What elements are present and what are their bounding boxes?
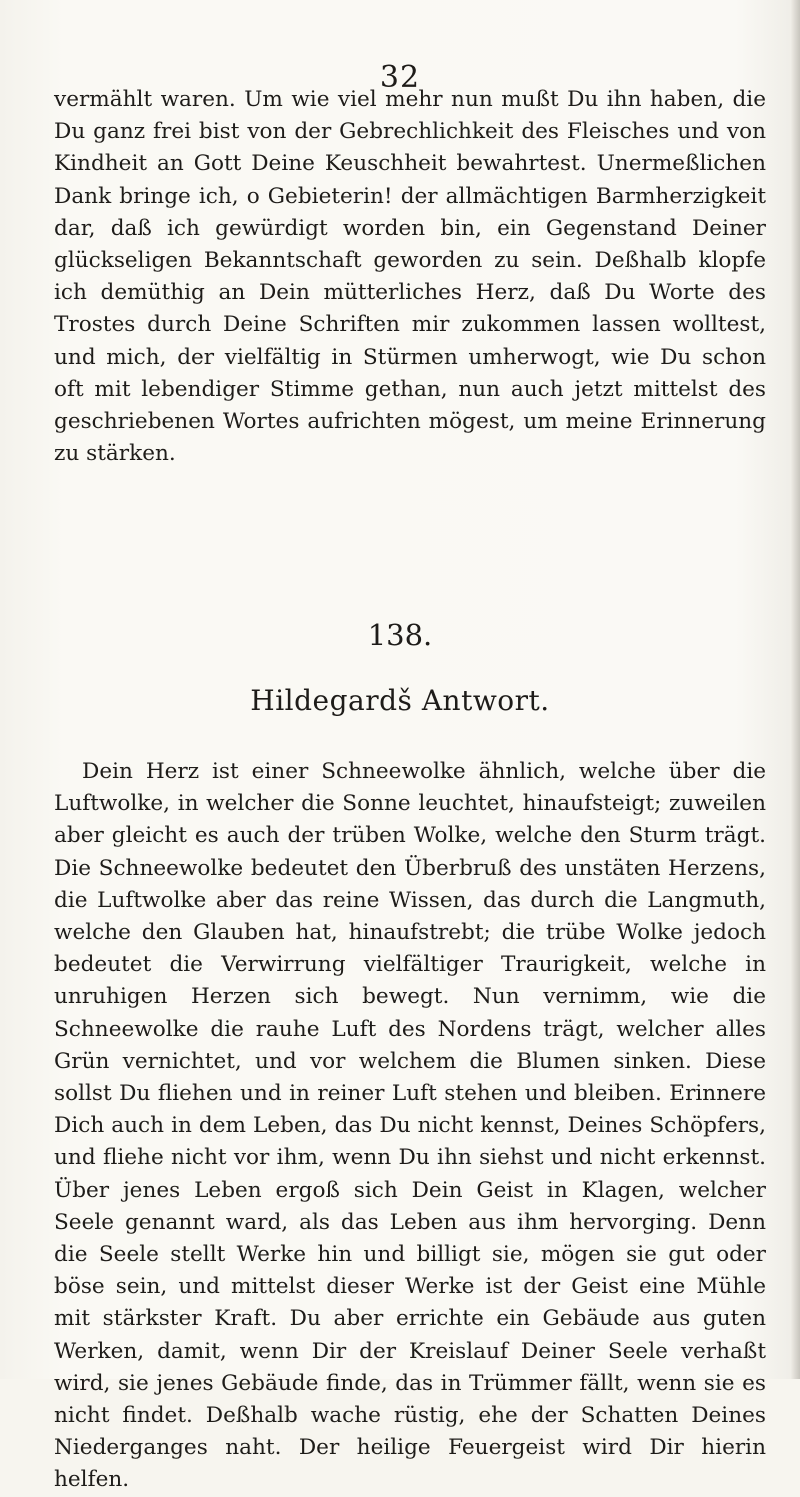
section-number: 138. [367,618,433,652]
page-number: 32 [379,60,421,95]
answer-body [54,756,766,1497]
continuation-paragraph: vermählt waren. Um wie viel mehr nun mußt Du ihn haben, die Du ganz frei bist von der Gebrechlichkeit des Fleisches und von Kindheit an Gott Deine Keuschheit bewahrtest. Unermeßlichen Dank bringe ich, o Gebieterin! der allmächtigen Barmherzigkeit dar, daß ich gewürdigt worden bin, ein Gegenstand Deiner glückseligen Bekanntschaft geworden zu sein. Deßhalb klopfe ich demüthig an Dein mütterliches Herz, daß Du Worte des Trostes durch Deine Schriften mir zukommen lassen wolltest, und mich, der vielfältig in Stürmen umherwogt, wie Du schon oft mit lebendiger Stimme gethan, nun auch jetzt mittelst des geschriebenen Wortes aufrichten mögest, um meine Erinnerung zu stärken. [54,87,766,467]
letter-continuation [54,84,766,470]
section-title: Hildegardš Antwort. [250,684,550,717]
answer-paragraph: Dein Herz ist einer Schneewolke ähnlich, welche über die Luftwolke, in welcher die Sonne leuchtet, hinaufsteigt; zuweilen aber gleicht es auch der trüben Wolke, welche den Sturm trägt. Die Schneewolke bedeutet den Überbruß des unstäten Herzens, die Luftwolke aber das reine Wissen, das durch die Langmuth, welche den Glauben hat, hinaufstrebt; die trübe Wolke jedoch bedeutet die Verwirrung vielfältiger Traurigkeit, welche in unruhigen Herzen sich bewegt. Nun vernimm, wie die Schneewolke die rauhe Luft des Nordens trägt, welcher alles Grün vernichtet, und vor welchem die Blumen sinken. Diese sollst Du fliehen und in reiner Luft stehen und bleiben. Erinnere Dich auch in dem Leben, das Du nicht kennst, Deines Schöpfers, und fliehe nicht vor ihm, wenn Du ihn siehst und nicht erkennst. Über jenes Leben ergoß sich Dein Geist in Klagen, welcher Seele genannt ward, als das Leben aus ihm hervorging. Denn die Seele stellt Werke hin und billigt sie, mögen sie gut oder böse sein, und mittelst dieser Werke ist der Geist eine Mühle mit stärkster Kraft. Du aber errichte ein Gebäude aus guten Werken, damit, wenn Dir der Kreislauf Deiner Seele verhaßt wird, sie jenes Gebäude finde, das in Trümmer fällt, wenn sie es nicht findet. Deßhalb wache rüstig, ehe der Schatten Deines Niederganges naht. Der heilige Feuergeist wird Dir hierin helfen. [54,759,766,1493]
